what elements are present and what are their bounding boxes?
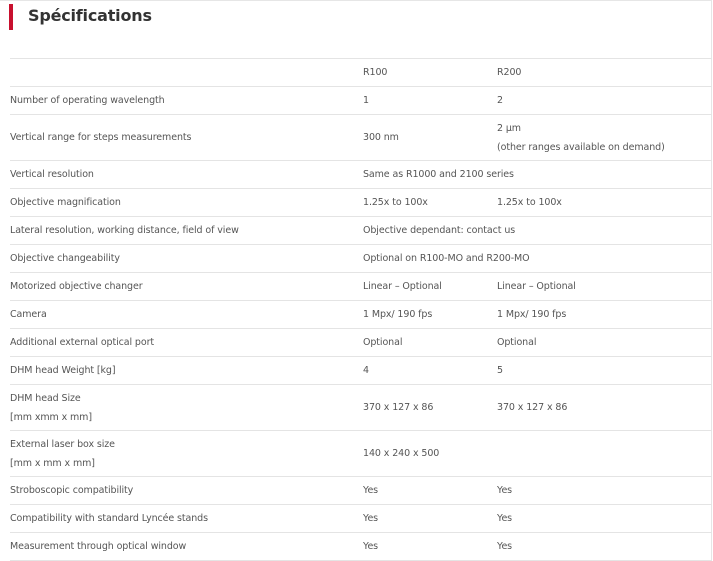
row-value-r200-cell-text: 2 [497, 95, 503, 106]
row-value-r200-cell-text: Yes [497, 541, 513, 552]
row-label-cell-text: Vertical range for steps measurements [10, 132, 192, 143]
row-label-cell-text: DHM head Weight [kg] [10, 365, 116, 376]
row-value-r100-cell [363, 385, 497, 431]
row-value-r100-cell-text: Yes [363, 485, 379, 496]
row-value-r100-cell-text: 140 x 240 x 500 [363, 448, 440, 459]
row-value-r100-cell [363, 533, 497, 561]
row-shared-value-cell-text: Optional on R100-MO and R200-MO [363, 253, 530, 264]
row-label-cell [10, 385, 363, 431]
row-value-r200-cell [497, 533, 712, 561]
row-value-r100-cell [363, 301, 497, 329]
row-value-r100-cell-text: Yes [363, 541, 379, 552]
row-value-r200-cell [497, 431, 712, 477]
table-header-row [10, 59, 712, 87]
header-label-cell [10, 59, 363, 87]
row-value-r200-cell [497, 273, 712, 301]
row-label-cell-text: Objective changeability [10, 253, 120, 264]
row-label-cell [10, 161, 363, 189]
row-value-r200-cell [497, 329, 712, 357]
row-label-cell-text: Number of operating wavelength [10, 95, 165, 106]
row-value-r100-cell-text: 370 x 127 x 86 [363, 402, 434, 413]
table-row [10, 189, 712, 217]
row-value-r100-cell [363, 273, 497, 301]
row-shared-value-cell-text: Same as R1000 and 2100 series [363, 169, 514, 180]
row-label-cell [10, 477, 363, 505]
row-label-cell-text: Objective magnification [10, 197, 121, 208]
table-row [10, 385, 712, 431]
row-label-cell [10, 217, 363, 245]
row-label-cell [10, 301, 363, 329]
row-label-cell-text: Compatibility with standard Lyncée stands [10, 513, 208, 524]
table-row [10, 533, 712, 561]
row-label-cell [10, 329, 363, 357]
row-shared-value-cell [363, 217, 712, 245]
row-value-r100-cell-text: Yes [363, 513, 379, 524]
table-row [10, 431, 712, 477]
table-row [10, 273, 712, 301]
row-value-r100-cell [363, 431, 497, 477]
row-value-r200-cell [497, 385, 712, 431]
row-value-r100-cell [363, 115, 497, 161]
row-label-cell [10, 273, 363, 301]
row-value-r100-cell [363, 477, 497, 505]
row-label-cell-text: [mm xmm x mm] [10, 411, 92, 423]
table-row [10, 115, 712, 161]
row-value-r200-cell [497, 505, 712, 533]
row-label-cell-text: Lateral resolution, working distance, field of view [10, 225, 239, 236]
row-label-cell-text: Camera [10, 309, 47, 320]
row-label-cell [10, 533, 363, 561]
row-shared-value-cell [363, 161, 712, 189]
row-value-r200-cell-text: 1 Mpx/ 190 fps [497, 309, 567, 320]
row-value-r100-cell-text: 1.25x to 100x [363, 197, 428, 208]
table-row [10, 217, 712, 245]
row-value-r100-cell-text: 300 nm [363, 132, 399, 143]
row-label-cell-text: Stroboscopic compatibility [10, 485, 134, 496]
table-row [10, 161, 712, 189]
row-label-cell [10, 115, 363, 161]
row-label-cell [10, 505, 363, 533]
row-value-r200-cell [497, 115, 712, 161]
table-row [10, 357, 712, 385]
row-label-cell [10, 357, 363, 385]
row-value-r100-cell [363, 505, 497, 533]
table-row [10, 505, 712, 533]
row-value-r200-cell [497, 357, 712, 385]
row-label-cell-text: External laser box size [10, 438, 115, 450]
row-value-r200-cell-text: 5 [497, 365, 503, 376]
section-title: Spécifications [28, 6, 152, 25]
row-value-r200-cell-text: Optional [497, 337, 537, 348]
row-value-r100-cell [363, 189, 497, 217]
row-label-cell [10, 245, 363, 273]
table-row [10, 87, 712, 115]
row-value-r200-cell-text: 1.25x to 100x [497, 197, 562, 208]
specifications-table-body [10, 59, 712, 561]
row-label-cell [10, 189, 363, 217]
row-value-r200-cell [497, 301, 712, 329]
row-label-cell-text: Motorized objective changer [10, 281, 143, 292]
row-value-r200-cell [497, 87, 712, 115]
row-value-r100-cell [363, 357, 497, 385]
row-label-cell-text: Additional external optical port [10, 337, 155, 348]
table-row [10, 301, 712, 329]
row-value-r100-cell-text: 1 [363, 95, 369, 106]
title-accent-bar [9, 4, 13, 30]
row-shared-value-cell [363, 245, 712, 273]
row-label-cell-text: [mm x mm x mm] [10, 457, 95, 469]
row-label-cell [10, 431, 363, 477]
column-header-r100: R100 [363, 59, 497, 87]
row-value-r200-cell-text: Linear – Optional [497, 281, 576, 292]
row-value-r100-cell-text: Linear – Optional [363, 281, 442, 292]
column-header-r200: R200 [497, 59, 712, 87]
row-value-r100-cell [363, 87, 497, 115]
specifications-table [10, 58, 712, 561]
row-value-r100-cell-text: Optional [363, 337, 403, 348]
row-value-r200-cell-text: Yes [497, 485, 513, 496]
table-row [10, 477, 712, 505]
table-row [10, 245, 712, 273]
row-value-r200-cell-text: Yes [497, 513, 513, 524]
row-value-r200-cell-text: 2 µm [497, 122, 521, 134]
row-label-cell-text: Measurement through optical window [10, 541, 187, 552]
row-label-cell-text: DHM head Size [10, 392, 81, 404]
row-label-cell [10, 87, 363, 115]
row-value-r200-cell-text: (other ranges available on demand) [497, 141, 665, 153]
row-label-cell-text: Vertical resolution [10, 169, 94, 180]
row-value-r200-cell [497, 189, 712, 217]
row-value-r200-cell-text: 370 x 127 x 86 [497, 402, 568, 413]
row-shared-value-cell-text: Objective dependant: contact us [363, 225, 516, 236]
row-value-r100-cell-text: 4 [363, 365, 369, 376]
row-value-r100-cell [363, 329, 497, 357]
row-value-r100-cell-text: 1 Mpx/ 190 fps [363, 309, 433, 320]
row-value-r200-cell [497, 477, 712, 505]
table-row [10, 329, 712, 357]
